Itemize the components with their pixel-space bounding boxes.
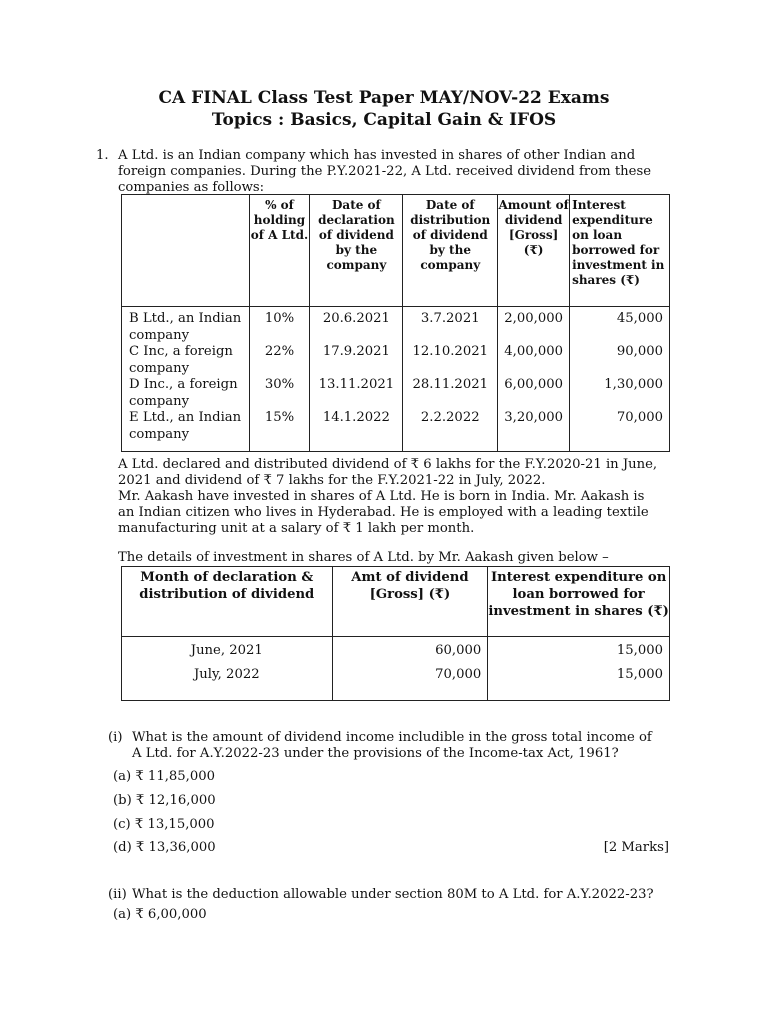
table-header-cell: Interest expenditure on loan borrowed for investment in shares (₹): [570, 195, 670, 307]
table-header-cell: Amount of dividend [Gross] (₹): [498, 195, 570, 307]
dividend-amount-cell: 60,000: [332, 637, 488, 664]
declaration-date-cell: 17.9.2021: [310, 344, 403, 377]
distribution-date-cell: 3.7.2021: [403, 307, 498, 345]
table-row: [122, 344, 670, 377]
table-row: [122, 377, 670, 410]
detail-line: manufacturing unit at a salary of ₹ 1 lakh per month.: [118, 521, 475, 536]
option-a: (a) ₹ 6,00,000: [113, 907, 207, 922]
option-b: (b) ₹ 12,16,000: [113, 793, 216, 808]
holding-cell: 15%: [249, 410, 310, 452]
interest-cell: 15,000: [488, 663, 670, 701]
option-c: (c) ₹ 13,15,000: [113, 817, 215, 832]
declaration-date-cell: 14.1.2022: [310, 410, 403, 452]
intro-line: companies as follows:: [118, 180, 265, 195]
sub-question-line: What is the amount of dividend income includible in the gross total income of: [132, 730, 652, 745]
detail-line: Mr. Aakash have invested in shares of A Ltd. He is born in India. Mr. Aakash is: [118, 489, 645, 504]
investment-table: [121, 566, 670, 701]
company-cell: B Ltd., an Indian company: [122, 307, 250, 345]
question-intro: [118, 148, 673, 196]
company-cell: C Inc, a foreign company: [122, 344, 250, 377]
table-header-cell: Month of declaration & distribution of dividend: [122, 567, 333, 637]
sub-question-label: (ii): [108, 887, 127, 902]
table-row: [122, 410, 670, 452]
question-number: 1.: [96, 148, 109, 163]
sub-question-text: [132, 730, 673, 762]
dividend-amount-cell: 70,000: [332, 663, 488, 701]
page-title: CA FINAL Class Test Paper MAY/NOV-22 Exams: [158, 88, 610, 108]
declaration-date-cell: 13.11.2021: [310, 377, 403, 410]
interest-cell: 90,000: [570, 344, 670, 377]
question-details: [118, 457, 673, 537]
holding-cell: 10%: [249, 307, 310, 345]
marks-label: [2 Marks]: [603, 840, 669, 855]
table-header-cell: [122, 195, 250, 307]
table-header-cell: % of holding of A Ltd.: [249, 195, 310, 307]
investment-details-line: The details of investment in shares of A Ltd. by Mr. Aakash given below –: [118, 550, 609, 565]
table-header-cell: Amt of dividend [Gross] (₹): [332, 567, 488, 637]
distribution-date-cell: 2.2.2022: [403, 410, 498, 452]
sub-question-line: A Ltd. for A.Y.2022-23 under the provisions of the Income-tax Act, 1961?: [132, 746, 619, 761]
detail-line: an Indian citizen who lives in Hyderabad. He is employed with a leading textile: [118, 505, 649, 520]
dividend-amount-cell: 6,00,000: [498, 377, 570, 410]
table-header-cell: Date of declaration of dividend by the company: [310, 195, 403, 307]
sub-question-label: (i): [108, 730, 123, 745]
table-row: [122, 663, 670, 701]
interest-cell: 70,000: [570, 410, 670, 452]
declaration-date-cell: 20.6.2021: [310, 307, 403, 345]
interest-cell: 1,30,000: [570, 377, 670, 410]
detail-line: A Ltd. declared and distributed dividend of ₹ 6 lakhs for the F.Y.2020-21 in June,: [118, 457, 658, 472]
table-header-cell: Interest expenditure on loan borrowed for investment in shares (₹): [488, 567, 670, 637]
table-row: [122, 637, 670, 664]
intro-line: A Ltd. is an Indian company which has invested in shares of other Indian and: [118, 148, 636, 163]
option-a: (a) ₹ 11,85,000: [113, 769, 216, 784]
dividend-table: [121, 194, 670, 452]
intro-line: foreign companies. During the P.Y.2021-22, A Ltd. received dividend from these: [118, 164, 652, 179]
dividend-amount-cell: 4,00,000: [498, 344, 570, 377]
detail-line: 2021 and dividend of ₹ 7 lakhs for the F.Y.2021-22 in July, 2022.: [118, 473, 546, 488]
page-subtitle: Topics : Basics, Capital Gain & IFOS: [211, 110, 557, 130]
month-cell: July, 2022: [122, 663, 333, 701]
sub-question-text: What is the deduction allowable under section 80M to A Ltd. for A.Y.2022-23?: [132, 887, 654, 902]
company-cell: E Ltd., an Indian company: [122, 410, 250, 452]
holding-cell: 22%: [249, 344, 310, 377]
dividend-amount-cell: 2,00,000: [498, 307, 570, 345]
dividend-amount-cell: 3,20,000: [498, 410, 570, 452]
month-cell: June, 2021: [122, 637, 333, 664]
interest-cell: 45,000: [570, 307, 670, 345]
holding-cell: 30%: [249, 377, 310, 410]
company-cell: D Inc., a foreign company: [122, 377, 250, 410]
table-header-cell: Date of distribution of dividend by the company: [403, 195, 498, 307]
table-row: [122, 307, 670, 345]
distribution-date-cell: 28.11.2021: [403, 377, 498, 410]
distribution-date-cell: 12.10.2021: [403, 344, 498, 377]
option-d: (d) ₹ 13,36,000: [113, 840, 216, 855]
interest-cell: 15,000: [488, 637, 670, 664]
